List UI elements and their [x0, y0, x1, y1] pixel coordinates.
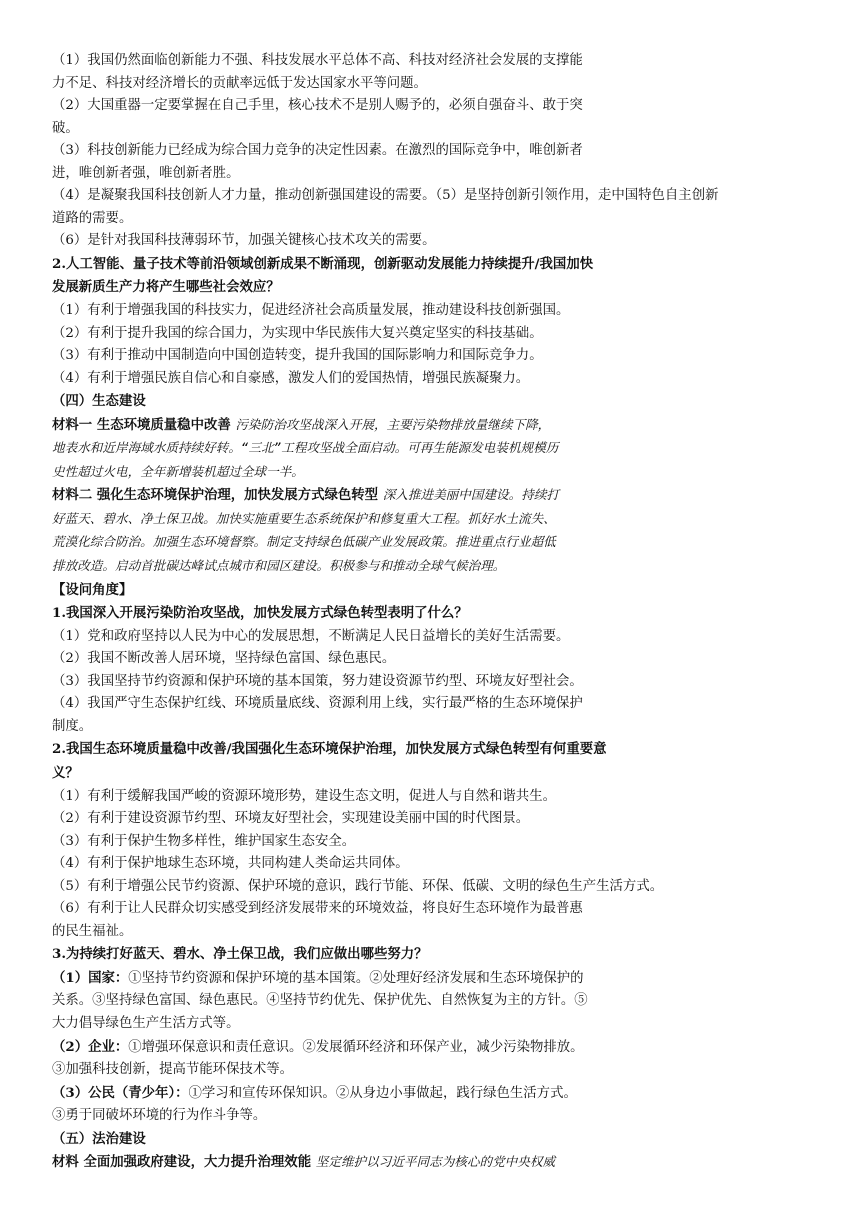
text-line — [52, 345, 832, 368]
body-text: （5）有利于增强公民节约资源、保护环境的意识，践行节能、环保、低碳、文明的绿色生产生活方式。 — [52, 878, 664, 894]
body-text: ①学习和宣传环保知识。②从身边小事做起，践行绿色生活方式。 — [188, 1085, 577, 1101]
text-line — [52, 95, 832, 118]
text-line — [52, 208, 832, 231]
bold-text: 2.我国生态环境质量稳中改善/我国强化生态环境保护治理，加快发展方式绿色转型有何重要意 — [52, 741, 607, 758]
body-text: 进，唯创新者强，唯创新者胜。 — [52, 165, 240, 181]
body-text: （3）科技创新能力已经成为综合国力竞争的决定性因素。在激烈的国际竞争中，唯创新者 — [52, 143, 583, 159]
body-text: 制度。 — [52, 718, 93, 734]
document-page — [52, 50, 832, 1175]
text-line — [52, 508, 832, 532]
text-line — [52, 990, 832, 1013]
text-line — [52, 762, 832, 786]
text-line — [52, 1013, 832, 1036]
body-text: （2）有利于建设资源节约型、环境友好型社会，实现建设美丽中国的时代图景。 — [52, 811, 530, 827]
body-text: ③勇于同破坏环境的行为作斗争等。 — [52, 1108, 267, 1124]
body-text: （4）我国严守生态保护红线、环境质量底线、资源利用上线，实行最严格的生态环境保护 — [52, 696, 583, 712]
text-line — [52, 437, 832, 461]
body-text: ①坚持节约资源和保护环境的基本国策。②处理好经济发展和生态环境保护的 — [128, 970, 584, 986]
material-text: 污染防治攻坚战深入开展，主要污染物排放量继续下降， — [235, 416, 551, 432]
text-line — [52, 853, 832, 876]
body-text: （2）有利于提升我国的综合国力，为实现中华民族伟大复兴奠定坚实的科技基础。 — [52, 325, 543, 341]
body-text: 的民生福祉。 — [52, 923, 133, 939]
text-line — [52, 716, 832, 739]
body-text: （3）有利于保护生物多样性，维护国家生态安全。 — [52, 833, 356, 849]
body-text: （1）党和政府坚持以人民为中心的发展思想，不断满足人民日益增长的美好生活需要。 — [52, 628, 570, 644]
text-line — [52, 1105, 832, 1128]
text-line — [52, 1128, 832, 1152]
body-text: （4）有利于保护地球生态环境，共同构建人类命运共同体。 — [52, 856, 409, 872]
text-line — [52, 368, 832, 391]
body-text: 关系。③坚持绿色富国、绿色惠民。④坚持节约优先、保护优先、自然恢复为主的方针。⑤ — [52, 993, 588, 1009]
body-text: （2）我国不断改善人居环境，坚持绿色富国、绿色惠民。 — [52, 651, 396, 667]
bold-text: 材料 全面加强政府建设，大力提升治理效能 — [52, 1154, 316, 1171]
bold-text: 2.人工智能、量子技术等前沿领域创新成果不断涌现，创新驱动发展能力持续提升/我国加快 — [52, 255, 594, 272]
bold-text: 1.我国深入开展污染防治攻坚战，加快发展方式绿色转型表明了什么？ — [52, 605, 468, 622]
bold-text: 材料二 强化生态环境保护治理，加快发展方式绿色转型 — [52, 487, 383, 504]
bold-text: 材料一 生态环境质量稳中改善 — [52, 416, 236, 433]
text-line — [52, 626, 832, 649]
body-text: （4）有利于增强民族自信心和自豪感，激发人们的爱国热情，增强民族凝聚力。 — [52, 370, 530, 386]
material-text: 坚定维护以习近平同志为核心的党中央权威 — [315, 1154, 556, 1170]
text-line — [52, 118, 832, 141]
text-line — [52, 414, 832, 438]
text-line — [52, 276, 832, 300]
material-text: 荒漠化综合防治。加强生态环境督察。制定支持绿色低碳产业发展政策。推进重点行业超低 — [52, 534, 556, 550]
bold-text: 义？ — [52, 764, 79, 781]
text-line — [52, 1059, 832, 1082]
body-text: 道路的需要。 — [52, 210, 133, 226]
material-text: 好蓝天、碧水、净土保卫战。加快实施重要生态系统保护和修复重大工程。抓好水土流失、 — [52, 510, 556, 526]
text-line — [52, 898, 832, 921]
material-text: 史性超过火电，全年新增装机超过全球一半。 — [52, 463, 304, 479]
text-line — [52, 1151, 832, 1175]
body-text: （3）有利于推动中国制造向中国创造转变，提升我国的国际影响力和国际竞争力。 — [52, 348, 543, 364]
text-line — [52, 1036, 832, 1060]
text-line — [52, 323, 832, 346]
text-line — [52, 693, 832, 716]
material-text: 深入推进美丽中国建设。持续打 — [382, 487, 560, 503]
bold-text: 【设问角度】 — [52, 581, 133, 598]
text-line — [52, 967, 832, 991]
text-line — [52, 786, 832, 809]
body-text: （2）大国重器一定要掌握在自己手里，核心技术不是别人赐予的，必须自强奋斗、敢于突 — [52, 98, 583, 114]
text-line — [52, 73, 832, 96]
text-line — [52, 579, 832, 603]
body-text: （3）我国坚持节约资源和保护环境的基本国策，努力建设资源节约型、环境友好型社会。 — [52, 673, 583, 689]
material-text: 排放改造。启动首批碳达峰试点城市和园区建设。积极参与和推动全球气候治理。 — [52, 558, 506, 574]
text-line — [52, 230, 832, 253]
bold-text: 发展新质生产力将产生哪些社会效应？ — [52, 279, 280, 296]
text-line — [52, 50, 832, 73]
body-text: （1）有利于增强我国的科技实力，促进经济社会高质量发展，推动建设科技创新强国。 — [52, 303, 570, 319]
text-line — [52, 831, 832, 854]
text-line — [52, 648, 832, 671]
body-text: 力不足、科技对经济增长的贡献率远低于发达国家水平等问题。 — [52, 75, 427, 91]
body-text: ①增强环保意识和责任意识。②发展循环经济和环保产业，减少污染物排放。 — [128, 1039, 584, 1055]
text-line — [52, 185, 832, 208]
text-line — [52, 555, 832, 579]
text-line — [52, 738, 832, 762]
text-line — [52, 876, 832, 899]
text-line — [52, 921, 832, 944]
text-line — [52, 140, 832, 163]
text-line — [52, 808, 832, 831]
body-text: （4）是凝聚我国科技创新人才力量，推动创新强国建设的需要。（5）是坚持创新引领作用，走中国特色自主创新 — [52, 188, 719, 204]
bold-text: （1）国家： — [52, 969, 129, 986]
bold-text: 3.为持续打好蓝天、碧水、净土保卫战，我们应做出哪些努力？ — [52, 946, 428, 963]
text-line — [52, 461, 832, 485]
bold-text: （2）企业： — [52, 1038, 129, 1055]
body-text: ③加强科技创新，提高节能环保技术等。 — [52, 1062, 294, 1078]
text-line — [52, 484, 832, 508]
material-text: 地表水和近岸海域水质持续好转。“三北”工程攻坚战全面启动。可再生能源发电装机规模历 — [52, 440, 559, 456]
body-text: 大力倡导绿色生产生活方式等。 — [52, 1015, 240, 1031]
bold-text: （四）生态建设 — [52, 393, 146, 410]
bold-text: （3）公民（青少年）： — [52, 1084, 189, 1101]
text-line — [52, 163, 832, 186]
text-line — [52, 531, 832, 555]
bold-text: （五）法治建设 — [52, 1130, 146, 1147]
body-text: （6）是针对我国科技薄弱环节，加强关键核心技术攻关的需要。 — [52, 233, 436, 249]
text-line — [52, 602, 832, 626]
body-text: 破。 — [52, 120, 79, 136]
text-line — [52, 253, 832, 277]
text-line — [52, 943, 832, 967]
text-line — [52, 300, 832, 323]
body-text: （1）我国仍然面临创新能力不强、科技发展水平总体不高、科技对经济社会发展的支撑能 — [52, 53, 583, 68]
text-line — [52, 390, 832, 414]
text-line — [52, 1082, 832, 1106]
body-text: （1）有利于缓解我国严峻的资源环境形势，建设生态文明，促进人与自然和谐共生。 — [52, 788, 556, 804]
text-line — [52, 671, 832, 694]
body-text: （6）有利于让人民群众切实感受到经济发展带来的环境效益，将良好生态环境作为最普惠 — [52, 901, 583, 917]
